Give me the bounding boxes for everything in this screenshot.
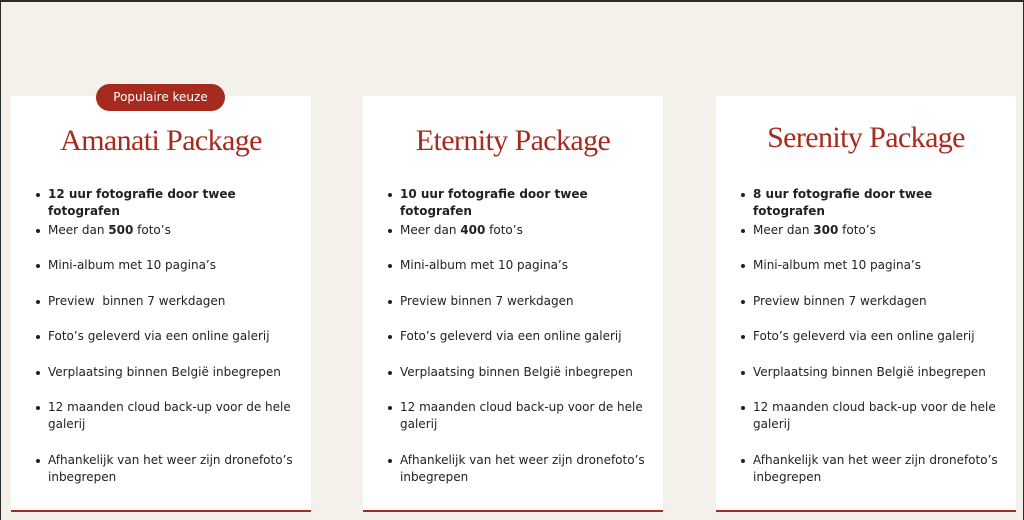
- package-card-serenity: [716, 96, 1016, 512]
- feature-item-hours: 10 uur fotografie door twee fotografen: [400, 186, 652, 220]
- package-title: Serenity Package: [767, 121, 965, 154]
- bullet-icon: [388, 193, 392, 197]
- bullet-icon: [741, 193, 745, 197]
- bullet-icon: [388, 229, 392, 233]
- feature-item-hours: 12 uur fotografie door twee fotografen: [48, 186, 300, 220]
- bullet-icon: [36, 193, 40, 197]
- bullet-icon: [741, 406, 745, 410]
- feature-item-drone: Afhankelijk van het weer zijn dronefoto’s inbegrepen: [48, 452, 300, 486]
- feature-item-album: Mini-album met 10 pagina’s: [48, 257, 300, 274]
- feature-item-photos: Meer dan 400 foto’s: [400, 222, 652, 239]
- package-card-eternity: [363, 96, 663, 512]
- bullet-icon: [741, 335, 745, 339]
- feature-item-travel: Verplaatsing binnen België inbegrepen: [400, 364, 652, 381]
- feature-item-gallery: Foto’s geleverd via een online galerij: [48, 328, 300, 345]
- photo-count: 300: [813, 223, 839, 237]
- bullet-icon: [741, 371, 745, 375]
- bullet-icon: [388, 264, 392, 268]
- feature-item-album: Mini-album met 10 pagina’s: [400, 257, 652, 274]
- bullet-icon: [741, 264, 745, 268]
- bullet-icon: [741, 229, 745, 233]
- feature-item-drone: Afhankelijk van het weer zijn dronefoto’s inbegrepen: [753, 452, 1005, 486]
- bullet-icon: [388, 459, 392, 463]
- photo-count: 500: [108, 223, 134, 237]
- feature-item-preview: Preview binnen 7 werkdagen: [753, 293, 1005, 310]
- feature-item-hours: 8 uur fotografie door twee fotografen: [753, 186, 1005, 220]
- popular-badge-label: Populaire keuze: [113, 90, 208, 104]
- feature-item-backup: 12 maanden cloud back-up voor de hele galerij: [48, 399, 300, 433]
- feature-item-gallery: Foto’s geleverd via een online galerij: [753, 328, 1005, 345]
- feature-item-album: Mini-album met 10 pagina’s: [753, 257, 1005, 274]
- bullet-icon: [388, 335, 392, 339]
- feature-item-preview: Preview binnen 7 werkdagen: [48, 293, 300, 310]
- feature-item-photos: Meer dan 300 foto’s: [753, 222, 1005, 239]
- bullet-icon: [388, 300, 392, 304]
- feature-item-photos: Meer dan 500 foto’s: [48, 222, 300, 239]
- bullet-icon: [36, 335, 40, 339]
- bullet-icon: [36, 264, 40, 268]
- bullet-icon: [388, 406, 392, 410]
- bullet-icon: [36, 371, 40, 375]
- bullet-icon: [741, 300, 745, 304]
- feature-item-preview: Preview binnen 7 werkdagen: [400, 293, 652, 310]
- feature-item-travel: Verplaatsing binnen België inbegrepen: [48, 364, 300, 381]
- photo-count: 400: [460, 223, 486, 237]
- package-title: Eternity Package: [415, 124, 611, 157]
- feature-item-backup: 12 maanden cloud back-up voor de hele galerij: [400, 399, 652, 433]
- bullet-icon: [36, 300, 40, 304]
- feature-item-drone: Afhankelijk van het weer zijn dronefoto’s inbegrepen: [400, 452, 652, 486]
- package-title: Amanati Package: [60, 124, 262, 157]
- bullet-icon: [36, 229, 40, 233]
- bullet-icon: [36, 459, 40, 463]
- popular-badge: [96, 84, 225, 111]
- bullet-icon: [36, 406, 40, 410]
- feature-item-gallery: Foto’s geleverd via een online galerij: [400, 328, 652, 345]
- bullet-icon: [388, 371, 392, 375]
- feature-item-backup: 12 maanden cloud back-up voor de hele galerij: [753, 399, 1005, 433]
- feature-item-travel: Verplaatsing binnen België inbegrepen: [753, 364, 1005, 381]
- package-card-amanati: [11, 96, 311, 512]
- bullet-icon: [741, 459, 745, 463]
